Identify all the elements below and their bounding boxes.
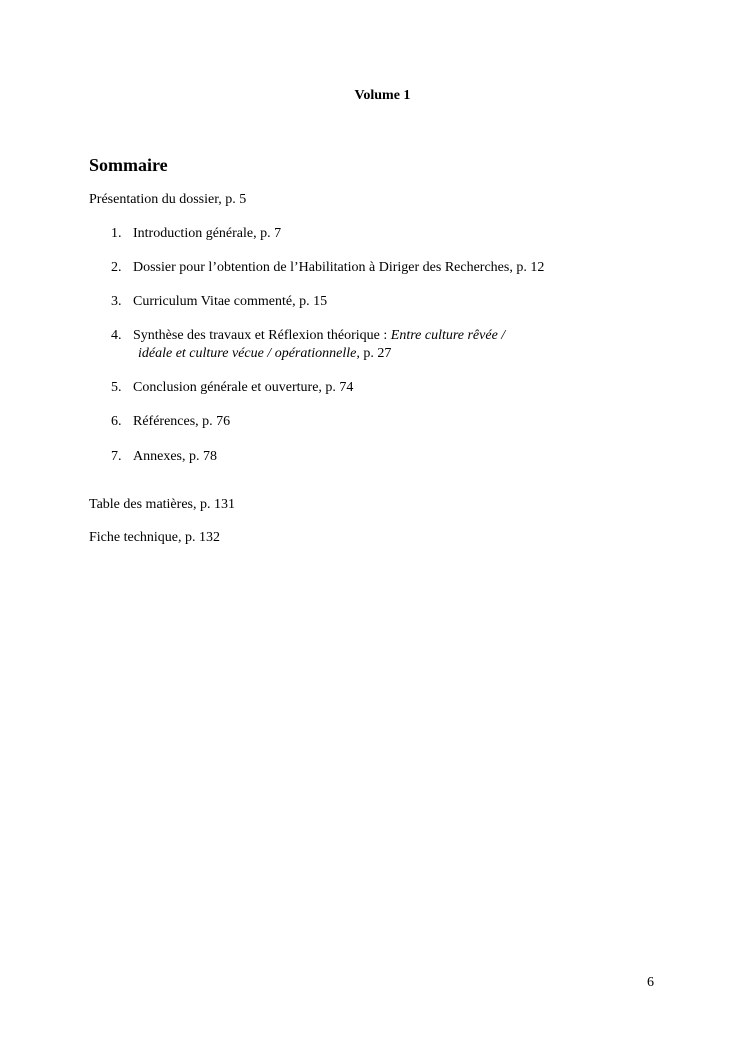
page-number: 6	[647, 975, 654, 990]
fiche-technique-entry: Fiche technique, p. 132	[89, 530, 221, 545]
section-title: Sommaire	[89, 155, 168, 175]
toc-item-2	[111, 259, 544, 277]
toc-item-3	[111, 293, 327, 311]
toc-item-1	[111, 225, 281, 243]
toc-item-6	[111, 413, 230, 431]
table-des-matieres-entry: Table des matières, p. 131	[89, 497, 235, 512]
toc-item-number: 6.	[111, 414, 122, 429]
toc-item-number: 2.	[111, 260, 122, 275]
toc-item-text: Annexes, p. 78	[133, 449, 217, 464]
toc-item-7	[111, 448, 217, 466]
toc-item-number: 7.	[111, 449, 122, 464]
toc-item-number: 3.	[111, 294, 122, 309]
presentation-entry: Présentation du dossier, p. 5	[89, 192, 247, 207]
toc-item-italic-title: Entre culture rêvée /	[390, 328, 506, 343]
toc-item-text: Curriculum Vitae commenté, p. 15	[133, 294, 328, 309]
toc-item-text: Synthèse des travaux et Réflexion théorique :	[133, 328, 391, 343]
toc-item-text: Références, p. 76	[133, 414, 231, 429]
volume-title: Volume 1	[354, 88, 411, 103]
toc-item-continuation	[111, 345, 505, 363]
toc-item-number: 5.	[111, 380, 122, 395]
toc-item-5	[111, 379, 353, 397]
toc-item-number: 4.	[111, 328, 122, 343]
toc-item-number: 1.	[111, 226, 122, 241]
toc-item-text: Introduction générale, p. 7	[133, 226, 282, 241]
toc-item-text: Dossier pour l’obtention de l’Habilitation à Diriger des Recherches, p. 12	[133, 260, 545, 275]
toc-item-page: p. 27	[359, 346, 392, 361]
toc-item-italic-title-cont: idéale et culture vécue / opérationnelle,	[138, 346, 360, 361]
toc-item-text: Conclusion générale et ouverture, p. 74	[133, 380, 354, 395]
toc-item-4	[111, 327, 505, 363]
